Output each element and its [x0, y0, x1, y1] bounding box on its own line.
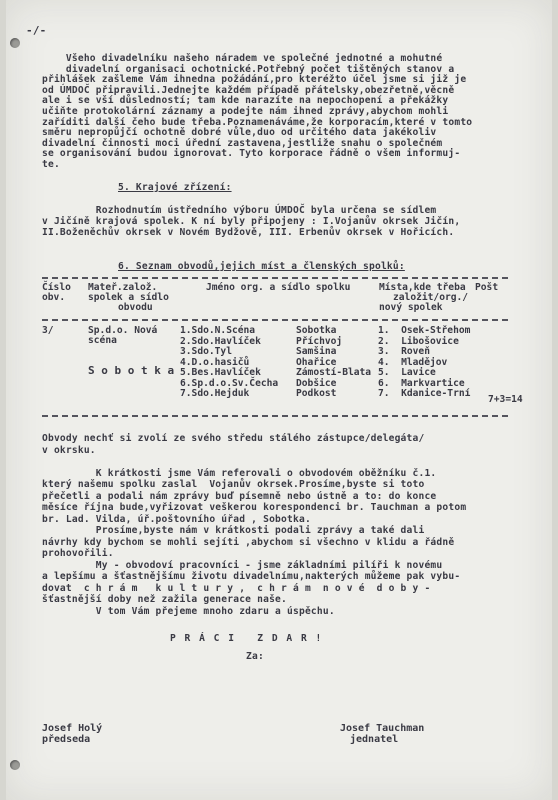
text-line: Obvody nechť si zvolí ze svého středu stálého zástupce/delegáta/ — [42, 433, 425, 444]
table-header-rule — [42, 319, 508, 321]
table-top-rule — [42, 277, 508, 279]
signature-left — [42, 723, 102, 745]
text-line: který našemu spolku zaslal Vojanův okrsek.Prosíme,byste si toto — [42, 479, 425, 490]
text-line: Rozhodnutím ústředního výboru ÚMDOČ byla určena se sídlem — [42, 205, 437, 216]
parent-seat: S o b o t k a — [88, 364, 175, 377]
text-line: v okrsku. — [42, 444, 96, 456]
member-seat: Sobotka — [296, 325, 337, 336]
text-line: ale i se vší důsledností; tam kde narazíte na nepochopení a překážky — [42, 95, 449, 107]
section-6-heading: 6. Seznam obvodů,jejich míst a členských spolků: — [118, 261, 405, 272]
member-place: 4. Mladějov — [378, 356, 448, 368]
member-place: 7. Kdanice-Trní — [378, 388, 471, 399]
punch-hole — [10, 38, 20, 48]
post-note: 7+3=14 — [488, 394, 523, 405]
header-parent-club: Mateř.založ. spolek a sídlo obvodu — [88, 282, 169, 313]
member-org: 3.Sdo.Tyl — [180, 346, 232, 357]
header-post: Pošt — [475, 282, 499, 293]
member-org: 6.Sp.d.o.Sv.Čecha — [180, 377, 279, 389]
text-line: v Jičíně krajová spolek. K ní byly připojeny : I.Vojanův okrsek Jičín, — [42, 216, 461, 227]
text-line: V tom Vám přejeme mnoho zdaru a úspěchu. — [42, 605, 335, 617]
text-line: My - obvodoví pracovníci - jsme základními pilíři k novému — [42, 559, 443, 571]
member-seat: Ohařice — [296, 356, 337, 368]
text-line: od ÚMDOČ připravili.Jednejte každém případě přátelsky,obezřetně,věcně — [42, 84, 455, 96]
text-line: přihlášek zašleme Vám ihnedna požádání,pro kteréžto účel jsme si již je — [42, 74, 467, 86]
member-seat: Dobšice — [296, 377, 337, 389]
member-place: 2. Libošovice — [378, 335, 459, 347]
text-line: přečetli a podali nám zprávy buď písemně nebo ústně a to: do konce — [42, 490, 437, 502]
for-label: Za: — [246, 651, 264, 662]
right-name: Josef Tauchman — [340, 723, 425, 734]
member-seat: Podkost — [296, 388, 337, 399]
text-line: Všeho divadelníku našeho náradem ve společné jednotné a mohutné — [42, 53, 443, 64]
right-title: jednatel — [350, 734, 399, 745]
punch-hole — [10, 760, 20, 770]
parent-club: Sp.d.o. Nová scéna — [88, 325, 158, 346]
header-member-org: Jméno org. a sídlo spolku — [206, 282, 351, 293]
text-line: divadelní činnosti moci úřední zastavena,jestliže snahu o společném — [42, 137, 443, 149]
text-line: směru nepropůjčí ochotně dobré vůle,duo od určitého data jakékoliv — [42, 127, 437, 139]
text-line: br. Lad. Vilda, úř.poštovního úřad , Sobotka. — [42, 513, 311, 525]
text-line: Prosíme,byste nám v krátkosti podali zprávy a také dali — [42, 525, 425, 536]
header-obvod-number: Číslo obv. — [42, 282, 71, 303]
document-page — [6, 0, 552, 800]
member-org: 2.Sdo.Havlíček — [180, 335, 261, 347]
member-place: 5. Lavice — [378, 367, 436, 378]
text-line: te. — [42, 159, 60, 170]
member-org: 7.Sdo.Hejduk — [180, 388, 250, 399]
signature-right — [340, 723, 424, 745]
member-seat: Zámostí-Blata — [296, 367, 372, 378]
member-place: 3. Roveň — [378, 346, 430, 357]
obvod-number: 3/ — [42, 325, 54, 336]
text-line: měsíce října bude,vyřizovat veškerou korespondenci br. Tauchman a potom — [42, 502, 467, 513]
left-title: předseda — [42, 734, 91, 745]
member-org: 4.D.o.hasičů — [180, 356, 250, 368]
member-org: 5.Bes.Havlíček — [180, 367, 261, 378]
left-name: Josef Holý — [42, 723, 103, 734]
text-line: návrhy kdy bychom se mohli sejíti ,abychom si všechno v klidu a řádně — [42, 536, 455, 548]
text-line: prohovořili. — [42, 548, 114, 559]
text-line: a lepšímu a šťastnějšímu životu divadelnímu,nakterých můžeme pak vybu- — [42, 571, 461, 582]
table-bottom-rule — [42, 415, 508, 417]
text-line: dovat c h r á m k u l t u r y , c h r á m n o v é d o b y - — [42, 582, 431, 594]
text-line: se organisování budou ignorovat. Tyto korporace řádně o všem informuj- — [42, 148, 461, 160]
page-mark: -/- — [26, 24, 47, 37]
member-place: 6. Markvartice — [378, 377, 465, 389]
text-line: divadelní organisaci ochotnické.Potřebný počet tištěných stanov a — [42, 63, 455, 75]
member-seat: Samšina — [296, 346, 337, 357]
text-line: učiňte protokolární záznamy a podejte nám ihned zprávy,abychom mohli — [42, 106, 449, 117]
text-line: K krátkosti jsme Vám referovali o obvodovém oběžníku č.1. — [42, 467, 437, 479]
text-line: II.Boženěchův okrsek v Novém Bydžově, III. Erbenův okrsek v Hořicích. — [42, 227, 455, 238]
member-org: 1.Sdo.N.Scéna — [180, 325, 256, 336]
header-places: Místa,kde třeba založit/org./ nový spolek — [379, 282, 469, 313]
member-seat: Příchvoj — [296, 335, 343, 347]
member-place: 1. Osek-Střehom — [378, 325, 471, 336]
text-line: zaříditi další čeho bude třeba.Poznamenáváme,že korporacím,které v tomto — [42, 116, 473, 128]
section-5-heading: 5. Krajové zřízení: — [118, 182, 232, 193]
greeting: P R Á C I Z D A R ! — [170, 633, 323, 644]
text-line: šťastnější doby než zažila generace naše. — [42, 594, 288, 605]
